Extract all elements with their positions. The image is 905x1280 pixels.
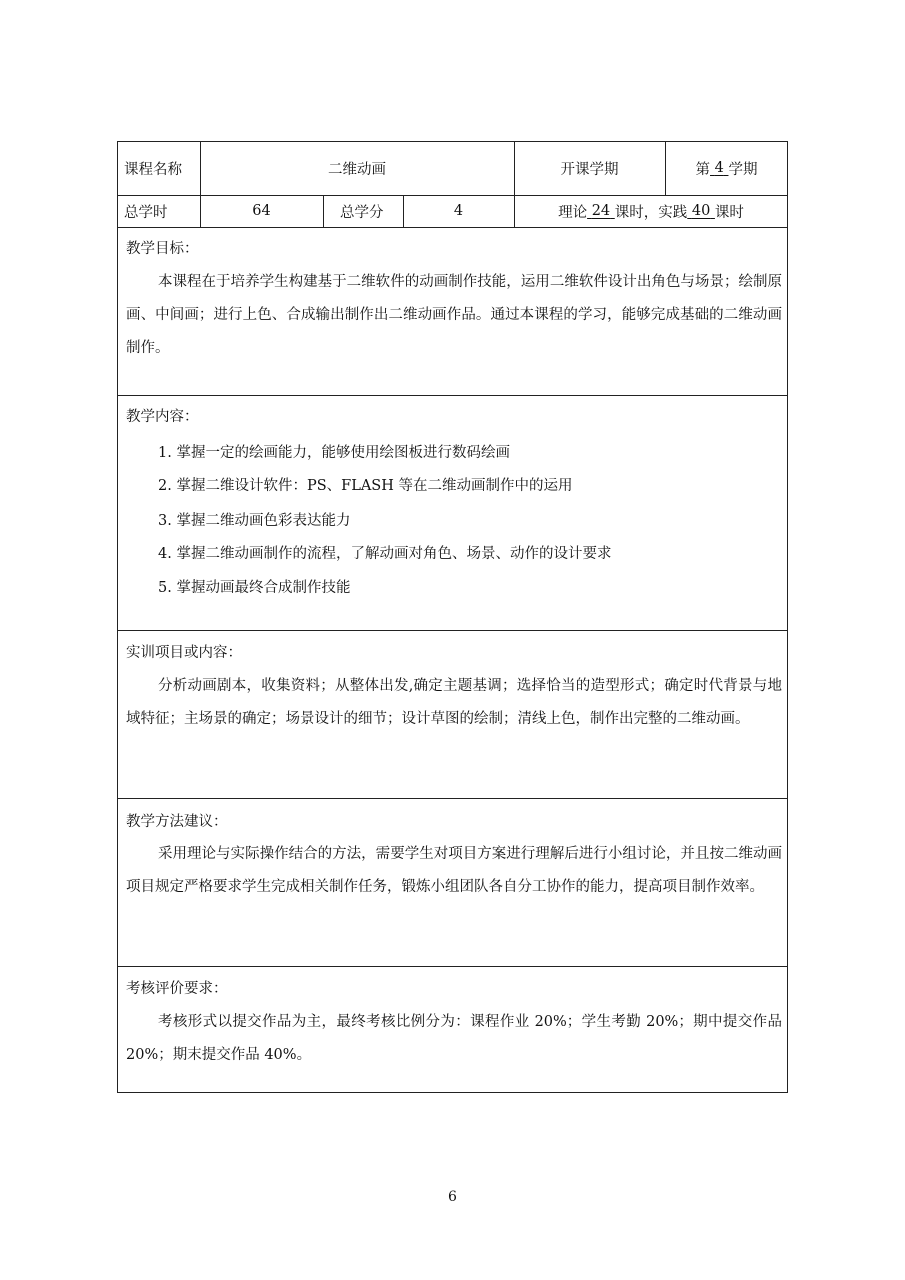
- course-name-label-text: 课程名称: [124, 161, 182, 178]
- objectives-text: 本课程在于培养学生构建基于二维软件的动画制作技能，运用二维软件设计出角色与场景；绘制原画、中间画；进行上色、合成输出制作出二维动画作品。通过本课程的学习，能够完成基础的二维动画制作。: [126, 274, 782, 356]
- training-heading: 实训项目或内容：: [126, 645, 242, 661]
- course-name-label: [124, 141, 200, 195]
- row-divider: [117, 395, 788, 396]
- content-item: 5. 掌握动画最终合成制作技能: [158, 580, 351, 596]
- total-credits-value: [403, 195, 514, 227]
- methods-text: 采用理论与实际操作结合的方法，需要学生对项目方案进行理解后进行小组讨论，并且按二维动画项目规定严格要求学生完成相关制作任务，锻炼小组团队各自分工协作的能力，提高项目制作效率。: [126, 846, 782, 895]
- course-name-text: 二维动画: [328, 161, 386, 178]
- total-credits-label: [340, 195, 403, 227]
- assessment-heading: 考核评价要求：: [126, 981, 228, 997]
- total-hours-value: [200, 195, 323, 227]
- total-credits-text: 4: [453, 203, 464, 219]
- objectives-heading: 教学目标：: [126, 241, 199, 257]
- methods-heading: 教学方法建议：: [126, 814, 228, 830]
- total-hours-text: 64: [252, 203, 271, 219]
- row-divider: [117, 966, 788, 967]
- col-divider: [323, 195, 324, 227]
- hours-breakdown: [514, 195, 788, 227]
- theory-prefix: 理论: [558, 204, 588, 221]
- assessment-text: 考核形式以提交作品为主，最终考核比例分为：课程作业 20%；学生考勤 20%；期中提交作品 20%；期末提交作品 40%。: [126, 1014, 782, 1063]
- content-item: 4. 掌握二维动画制作的流程，了解动画对角色、场景、动作的设计要求: [158, 546, 612, 562]
- content-heading: 教学内容：: [126, 409, 199, 425]
- semester-number: 4: [714, 160, 724, 176]
- semester-label-text: 开课学期: [560, 161, 619, 178]
- row-divider: [117, 227, 788, 228]
- semester-suffix: 学期: [728, 161, 758, 178]
- total-hours-label: [124, 195, 200, 227]
- course-name-value: [200, 141, 514, 195]
- row-divider: [117, 630, 788, 631]
- page-number: 6: [448, 1189, 457, 1205]
- practice-hours: 40: [691, 203, 711, 219]
- content-item: 3. 掌握二维动画色彩表达能力: [158, 513, 351, 529]
- theory-hours: 24: [591, 203, 611, 219]
- semester-value: [665, 141, 788, 195]
- total-credits-label-text: 总学分: [340, 204, 384, 221]
- semester-label: [514, 141, 665, 195]
- content-item: 2. 掌握二维设计软件：PS、FLASH 等在二维动画制作中的运用: [158, 478, 573, 494]
- semester-prefix: 第: [695, 161, 711, 178]
- training-text: 分析动画剧本，收集资料；从整体出发,确定主题基调；选择恰当的造型形式；确定时代背景与地域特征；主场景的确定；场景设计的细节；设计草图的绘制；清线上色，制作出完整的二维动画。: [126, 678, 782, 727]
- practice-suffix: 课时: [714, 204, 744, 221]
- content-item: 1. 掌握一定的绘画能力，能够使用绘图板进行数码绘画: [158, 445, 510, 461]
- total-hours-label-text: 总学时: [124, 204, 168, 221]
- row-divider: [117, 798, 788, 799]
- theory-suffix: 课时，实践: [614, 204, 688, 221]
